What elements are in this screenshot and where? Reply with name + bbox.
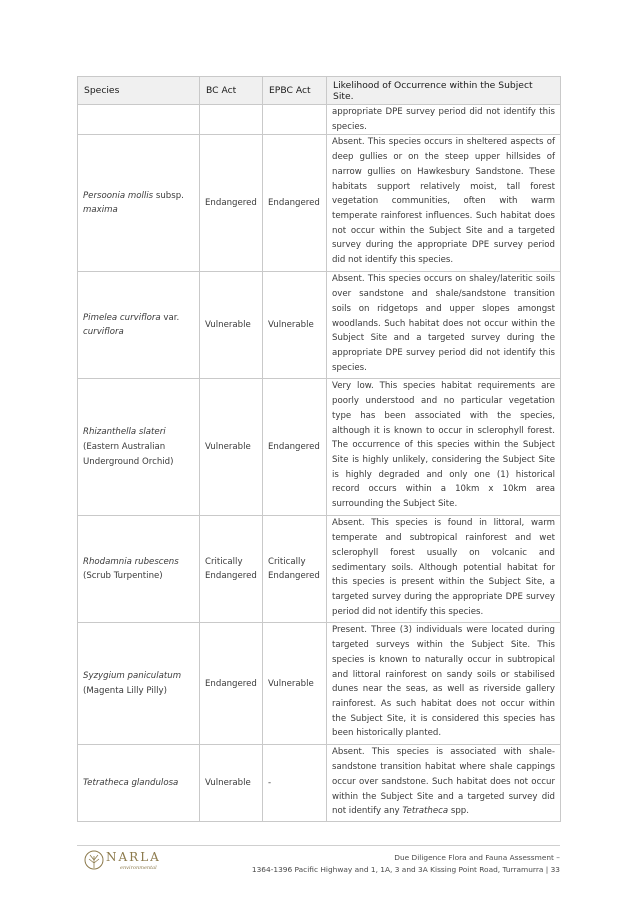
footer-divider (77, 845, 560, 846)
footer-text (252, 852, 560, 876)
header-epbc-act: EPBC Act (263, 77, 327, 105)
header-likelihood: Likelihood of Occurrence within the Subject Site. (327, 77, 561, 105)
species-cell: Rhizanthella slateri (Eastern Australian Underground Orchid) (78, 379, 200, 516)
bc-status: Vulnerable (200, 379, 263, 516)
bc-status: Vulnerable (200, 272, 263, 379)
table-row (78, 272, 561, 379)
table-row (78, 745, 561, 822)
table-row (78, 623, 561, 745)
table-row (78, 516, 561, 623)
epbc-status: Endangered (263, 135, 327, 272)
likelihood-cell: Very low. This species habitat requirements are poorly understood and no particular vegetation type has been associated with the species, although it is known to occur in sclerophyll forest. The occurrence of this species within the Subject Site is highly unlikely, considering the Subject Site is highly degraded and only one (1) historical record occurs within a 10km x 10km area surrounding the Subject Site. (327, 379, 561, 516)
epbc-status: Critically Endangered (263, 516, 327, 623)
bc-status: Critically Endangered (200, 516, 263, 623)
table-row (78, 135, 561, 272)
header-bc-act: BC Act (200, 77, 263, 105)
table-row (78, 105, 561, 135)
bc-status: Endangered (200, 623, 263, 745)
header-species: Species (78, 77, 200, 105)
epbc-status: Vulnerable (263, 623, 327, 745)
likelihood-cell: Absent. This species is found in littoral, warm temperate and subtropical rainforest and wet sclerophyll forest usually on volcanic and sedimentary soils. Although potential habitat for this species is present within the Subject Site, a targeted survey during the appropriate DPE survey period did not identify this species. (327, 516, 561, 623)
epbc-status: - (263, 745, 327, 822)
species-table (77, 76, 561, 822)
logo-text: NARLA (106, 850, 161, 864)
table-row (78, 379, 561, 516)
bc-status: Vulnerable (200, 745, 263, 822)
likelihood-cell: Absent. This species occurs on shaley/lateritic soils over sandstone and shale/sandstone transition soils on ridgetops and upper slopes amongst woodlands. Such habitat does not occur within the Subject Site and a targeted survey during the appropriate DPE survey period did not identify this species. (327, 272, 561, 379)
logo-subtext: environmental (120, 865, 157, 871)
epbc-status: Endangered (263, 379, 327, 516)
species-cell: Syzygium paniculatum (Magenta Lilly Pilly) (78, 623, 200, 745)
likelihood-cell: Present. Three (3) individuals were located during targeted surveys within the Subject Site. This species is known to naturally occur in subtropical and littoral rainforest on sandy soils or stabilised dunes near the seas, as well as riverside gallery rainforest. As such habitat does not occur within the Subject Site, it is considered this species has been historically planted. (327, 623, 561, 745)
species-cell: Persoonia mollis subsp. maxima (78, 135, 200, 272)
likelihood-cell: Absent. This species is associated with shale-sandstone transition habitat where shale cappings occur over sandstone. Such habitat does not occur within the Subject Site and a targeted survey did not identify any Tetratheca spp. (327, 745, 561, 822)
bc-status: Endangered (200, 135, 263, 272)
likelihood-cell: appropriate DPE survey period did not identify this species. (327, 105, 561, 135)
footer-line-2: 1364-1396 Pacific Highway and 1, 1A, 3 and 3A Kissing Point Road, Turramurra | 33 (251, 865, 560, 874)
species-cell: Pimelea curviflora var. curviflora (78, 272, 200, 379)
species-cell: Rhodamnia rubescens (Scrub Turpentine) (78, 516, 200, 623)
table-header-row (78, 77, 561, 105)
epbc-status: Vulnerable (263, 272, 327, 379)
footer-line-1: Due Diligence Flora and Fauna Assessment – (394, 853, 560, 862)
likelihood-cell: Absent. This species occurs in sheltered aspects of deep gullies or on the steep upper hillsides of narrow gullies on Hawkesbury Sandstone. These habitats support relatively moist, tall forest vegetation communities, often with warm temperate rainforest influences. Such habitat does not occur within the Subject Site and a targeted survey during the appropriate DPE survey period did not identify this species. (327, 135, 561, 272)
species-cell: Tetratheca glandulosa (78, 745, 200, 822)
